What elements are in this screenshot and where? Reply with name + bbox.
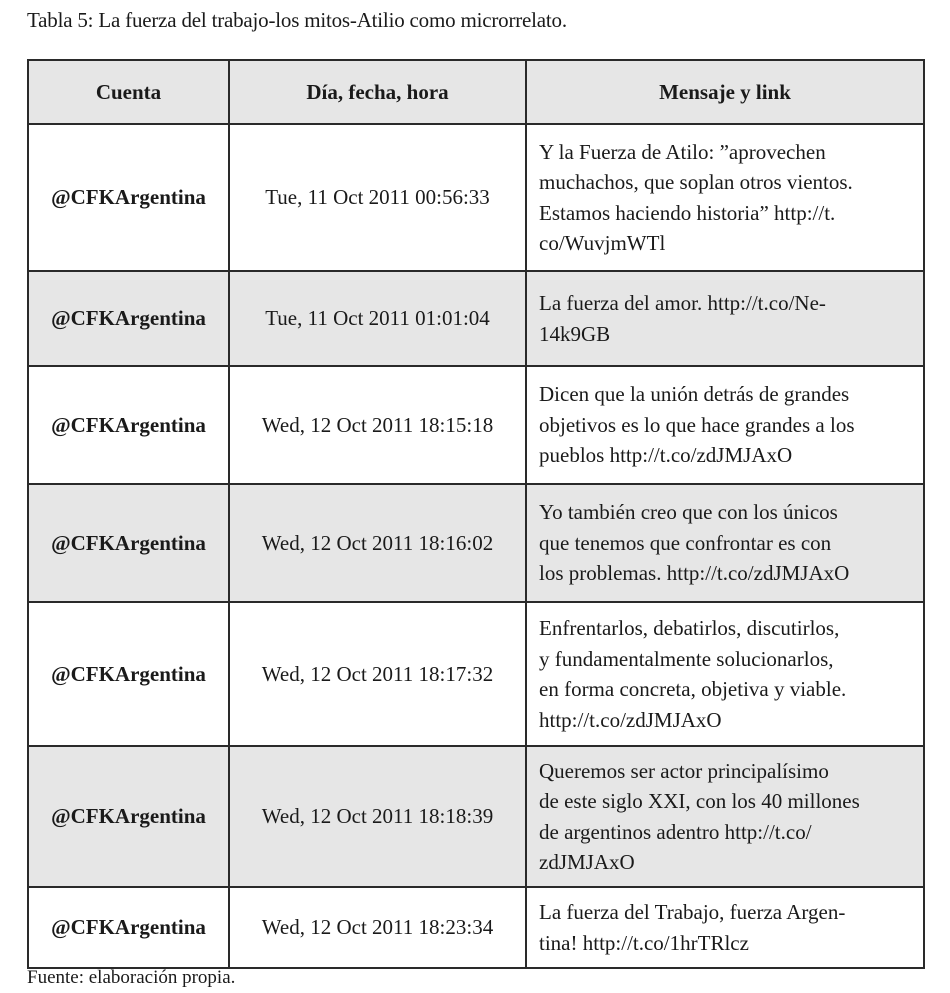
message-line: Enfrentarlos, debatirlos, discutirlos, [539,616,840,640]
cell-message [526,746,924,887]
cell-account: @CFKArgentina [28,366,229,484]
header-message: Mensaje y link [526,60,924,124]
cell-date: Tue, 11 Oct 2011 00:56:33 [229,124,526,271]
message-line: y fundamentalmente solucionarlos, [539,646,834,671]
message-line: de argentinos adentro http://t.co/ [539,819,812,844]
table-row [28,887,924,968]
table-source-note: Fuente: elaboración propia. [27,967,236,988]
tweets-table [27,59,925,969]
cell-date: Wed, 12 Oct 2011 18:23:34 [229,887,526,968]
message-line: de este siglo XXI, con los 40 millones [539,789,860,813]
cell-date: Wed, 12 Oct 2011 18:16:02 [229,484,526,602]
message-line: tina! http://t.co/1hrTRlcz [539,930,749,955]
message-line: La fuerza del Trabajo, fuerza Argen- [539,900,846,924]
message-line: Y la Fuerza de Atilo: ”aprovechen [539,139,826,164]
message-line: http://t.co/zdJMJAxO [539,707,722,732]
table-row [28,484,924,602]
cell-date: Wed, 12 Oct 2011 18:17:32 [229,602,526,746]
message-line: en forma concreta, objetiva y viable. [539,677,847,701]
cell-message [526,484,924,602]
header-account: Cuenta [28,60,229,124]
cell-message [526,271,924,366]
message-line: muchachos, que soplan otros vientos. [539,170,853,194]
message-line: Yo también creo que con los únicos [539,500,838,525]
message-line: los problemas. http://t.co/zdJMJAxO [539,561,850,586]
message-line: Queremos ser actor principalísimo [539,758,829,783]
cell-message [526,366,924,484]
cell-account: @CFKArgentina [28,602,229,746]
cell-account: @CFKArgentina [28,484,229,602]
table-row [28,124,924,271]
table-caption: Tabla 5: La fuerza del trabajo-los mitos-Atilio como microrrelato. [27,8,567,32]
cell-message [526,602,924,746]
message-line: 14k9GB [539,321,611,346]
message-line: zdJMJAxO [539,850,635,874]
table-row [28,366,924,484]
cell-account: @CFKArgentina [28,124,229,271]
cell-message [526,887,924,968]
table-row [28,746,924,887]
header-date: Día, fecha, hora [229,60,526,124]
message-line: co/WuvjmWTl [539,231,666,255]
table-row [28,271,924,366]
table-row [28,602,924,746]
cell-message [526,124,924,271]
cell-date: Tue, 11 Oct 2011 01:01:04 [229,271,526,366]
table-header-row [28,60,924,124]
cell-date: Wed, 12 Oct 2011 18:18:39 [229,746,526,887]
cell-date: Wed, 12 Oct 2011 18:15:18 [229,366,526,484]
message-line: Estamos haciendo historia” http://t. [539,200,836,225]
message-line: Dicen que la unión detrás de grandes [539,382,850,407]
cell-account: @CFKArgentina [28,746,229,887]
message-line: La fuerza del amor. http://t.co/Ne- [539,291,826,315]
message-line: que tenemos que confrontar es con [539,530,832,555]
message-line: objetivos es lo que hace grandes a los [539,412,855,437]
cell-account: @CFKArgentina [28,887,229,968]
message-line: pueblos http://t.co/zdJMJAxO [539,443,793,468]
cell-account: @CFKArgentina [28,271,229,366]
